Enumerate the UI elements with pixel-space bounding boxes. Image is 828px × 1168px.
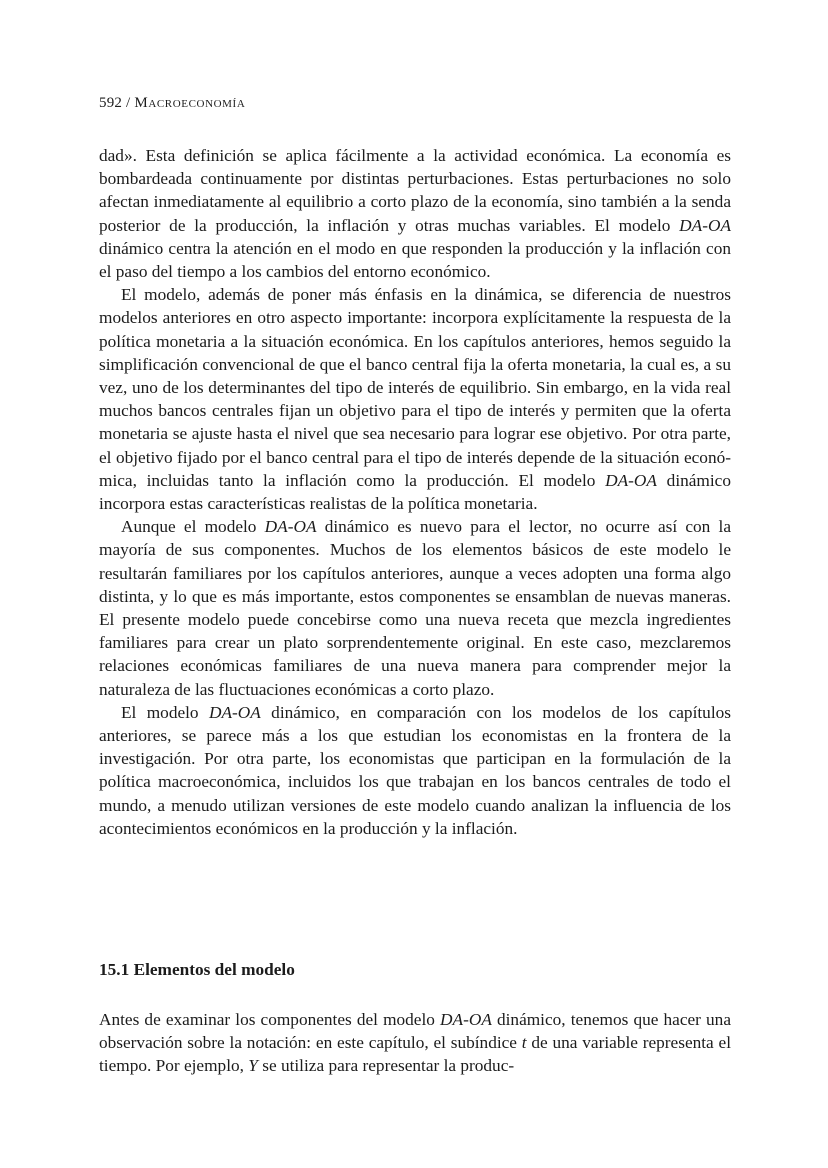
book-title: Macroeconomía	[134, 95, 246, 111]
text-run: Antes de examinar los componentes del modelo	[99, 1010, 441, 1029]
text-run: El modelo, además de poner más énfasis en la dinámica, se diferencia de nuestros modelos anteriores en otro aspecto importante: incorpora explícitamente la respuesta de la política monetaria a la situación económica. En los capítulos anteriores, hemos seguido la simplificación convencional de que el banco central fija la oferta monetaria, la cual es, a su vez, uno de los determinantes del tipo de interés de equilibrio. Sin embargo, en la vida real muchos bancos centrales fijan un objetivo para el tipo de interés y permiten que la oferta monetaria se ajuste hasta el nivel que sea necesario para lograr ese objetivo. Por otra parte, el objetivo fijado por el banco central para el tipo de interés depende de la situación económica, incluidas tanto la inflación como la producción. El modelo	[99, 285, 731, 490]
text-run: se utiliza para representar la produc-	[257, 1056, 515, 1076]
paragraph	[99, 515, 731, 701]
section-heading: 15.1 Elementos del modelo	[99, 960, 295, 979]
text-run: dinámico, en comparación con los modelos de los capítulos anteriores, se parece más a los que estudian los economistas en la frontera de la investigación. Por otra parte, los economistas que participan en la formulación de la política macroeconómica, incluidos los que trabajan en los bancos centrales de todo el mundo, a menudo utilizan versiones de este modelo cuando analizan la influencia de los acontecimientos económicos en la producción y la inflación.	[99, 702, 731, 838]
text-run: de una variable representa el tiempo. Por ejemplo,	[99, 1033, 731, 1076]
text-run: dinámico, tenemos que hacer una observación sobre la notación: en este capítulo, el subíndice	[99, 1010, 731, 1053]
text-run: dad». Esta definición se aplica fácilmente a la actividad económica. La economía es bombardeada continuamente por distintas perturbaciones. Estas perturbaciones no solo afectan inmediatamente al equilibrio a corto plazo de la economía, sino también a la senda posterior de la producción, la inflación y otras muchas variables. El modelo	[99, 146, 731, 235]
text-run: dinámico es nuevo para el lector, no ocurre así con la mayoría de sus componentes. Muchos de los elementos básicos de este modelo le resultarán familiares por los capítulos anteriores, aunque a veces adopten una forma algo distinta, y lo que es más importante, estos componentes se ensamblan de nuevas maneras. El presente modelo puede concebirse como una nueva receta que mezcla ingredientes familiares para crear un plato sorprendentemente original. En este caso, mezclaremos relaciones económicas familiares de una nueva manera para comprender mejor la naturaleza de las fluctuaciones económicas a corto plazo.	[99, 517, 731, 699]
page-number: 592	[99, 95, 123, 111]
text-run: dinámico centra la atención en el modo en que responden la producción y la inflación con el paso del tiempo a los cambios del entorno económico.	[99, 238, 731, 282]
main-text	[99, 144, 731, 840]
header-separator: /	[122, 95, 135, 111]
italic-term: DA-OA	[605, 470, 657, 490]
italic-term: DA-OA	[208, 702, 261, 722]
italic-term: DA-OA	[679, 215, 731, 235]
text-run: Aunque el modelo	[121, 517, 265, 537]
paragraph	[99, 144, 731, 283]
paragraph	[99, 701, 731, 840]
paragraph	[99, 283, 731, 515]
italic-term: t	[521, 1033, 527, 1053]
italic-term: DA-OA	[440, 1010, 492, 1029]
section-paragraph	[99, 1008, 731, 1078]
italic-term: DA-OA	[264, 517, 317, 537]
section-text	[99, 1008, 731, 1078]
italic-term: Y	[248, 1056, 258, 1076]
text-run: El modelo	[121, 702, 209, 722]
running-header	[99, 95, 245, 112]
text-run: dinámico incorpora estas características realistas de la política monetaria.	[99, 470, 731, 514]
